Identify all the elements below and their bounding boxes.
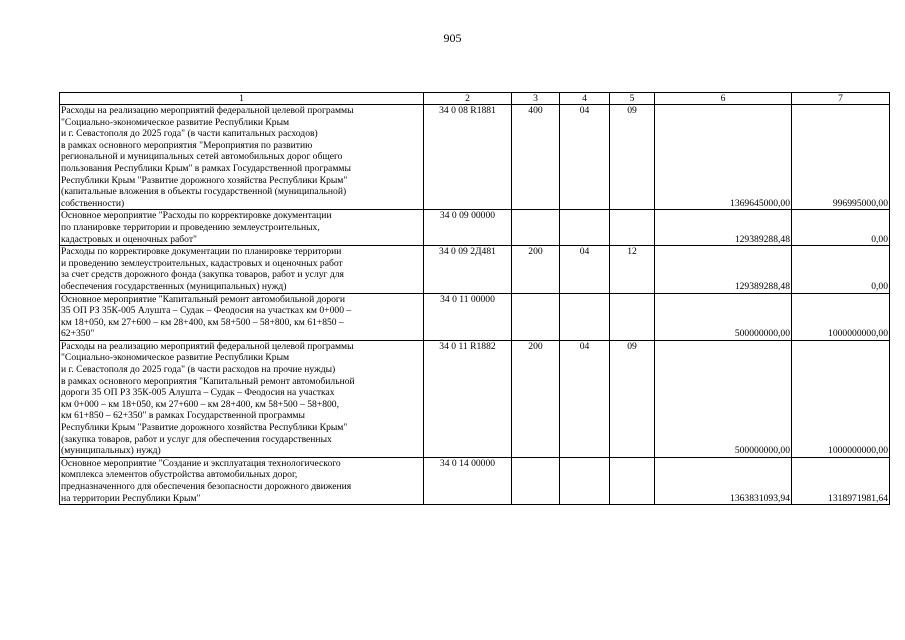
row-subsection xyxy=(610,293,655,340)
row-type: 400 xyxy=(512,105,560,210)
row-code: 34 0 11 R1882 xyxy=(424,340,512,457)
row-code: 34 0 09 00000 xyxy=(424,210,512,246)
column-header: 7 xyxy=(792,93,890,105)
row-section xyxy=(560,457,610,504)
header-row xyxy=(60,93,890,105)
row-amount-6: 1369645000,00 xyxy=(655,105,792,210)
row-subsection xyxy=(610,457,655,504)
row-amount-6: 500000000,00 xyxy=(655,293,792,340)
table-row xyxy=(60,457,890,504)
table-row xyxy=(60,210,890,246)
table-row xyxy=(60,246,890,293)
row-amount-6: 1363831093,94 xyxy=(655,457,792,504)
column-header: 4 xyxy=(560,93,610,105)
row-code: 34 0 11 00000 xyxy=(424,293,512,340)
row-code: 34 0 14 00000 xyxy=(424,457,512,504)
row-type xyxy=(512,210,560,246)
row-type xyxy=(512,293,560,340)
row-section: 04 xyxy=(560,246,610,293)
row-subsection: 09 xyxy=(610,340,655,457)
row-type: 200 xyxy=(512,246,560,293)
budget-table xyxy=(59,92,890,505)
row-amount-7: 1000000000,00 xyxy=(792,340,890,457)
row-code: 34 0 09 2Д481 xyxy=(424,246,512,293)
column-header: 5 xyxy=(610,93,655,105)
row-description: Расходы на реализацию мероприятий федеральной целевой программы "Социально-экономическое развитие Республики Крым и г. Севастополя до 2025 года" (в части капитальных расходов) в рамках основного мероприятия "Мероприятия по развитию региональной и муниципальных сетей автомобильных дорог общего пользования Республики Крым" в рамках Государственной программы Республики Крым "Развитие дорожного хозяйства Республики Крым" (капитальные вложения в объекты государственной (муниципальной) собственности) xyxy=(60,105,424,210)
table-row xyxy=(60,293,890,340)
row-amount-7: 0,00 xyxy=(792,210,890,246)
column-header: 2 xyxy=(424,93,512,105)
row-description: Основное мероприятие "Создание и эксплуатация технологического комплекса элементов обустройства автомобильных дорог, предназначенного для обеспечения безопасности дорожного движения на территории Республики Крым" xyxy=(60,457,424,504)
row-amount-7: 1000000000,00 xyxy=(792,293,890,340)
row-amount-7: 1318971981,64 xyxy=(792,457,890,504)
table-row xyxy=(60,105,890,210)
row-subsection: 09 xyxy=(610,105,655,210)
column-header: 6 xyxy=(655,93,792,105)
row-section: 04 xyxy=(560,340,610,457)
column-header: 1 xyxy=(60,93,424,105)
row-description: Расходы на реализацию мероприятий федеральной целевой программы "Социально-экономическое развитие Республики Крым и г. Севастополя до 2025 года" (в части расходов на прочие нужды) в рамках основного мероприятия "Капитальный ремонт автомобильной дороги 35 ОП РЗ 35К-005 Алушта – Судак – Феодосия на участках км 0+000 – км 18+050, км 27+600 – км 28+400, км 58+500 – 58+800, км 61+850 – 62+350" в рамках Государственной программы Республики Крым "Развитие дорожного хозяйства Республики Крым" (закупка товаров, работ и услуг для обеспечения государственных (муниципальных) нужд) xyxy=(60,340,424,457)
row-amount-6: 500000000,00 xyxy=(655,340,792,457)
row-description: Расходы по корректировке документации по планировке территории и проведению землеустроительных, кадастровых и оценочных работ за счет средств дорожного фонда (закупка товаров, работ и услуг для обеспечения государственных (муниципальных) нужд) xyxy=(60,246,424,293)
table-row xyxy=(60,340,890,457)
row-section xyxy=(560,293,610,340)
row-type xyxy=(512,457,560,504)
row-amount-7: 0,00 xyxy=(792,246,890,293)
row-amount-7: 996995000,00 xyxy=(792,105,890,210)
row-section xyxy=(560,210,610,246)
page-number: 905 xyxy=(443,31,462,45)
row-amount-6: 129389288,48 xyxy=(655,246,792,293)
row-description: Основное мероприятие "Расходы по корректировке документации по планировке территории и проведению землеустроительных, кадастровых и оценочных работ" xyxy=(60,210,424,246)
row-section: 04 xyxy=(560,105,610,210)
row-subsection: 12 xyxy=(610,246,655,293)
row-subsection xyxy=(610,210,655,246)
row-type: 200 xyxy=(512,340,560,457)
column-header: 3 xyxy=(512,93,560,105)
row-description: Основное мероприятие "Капитальный ремонт автомобильной дороги 35 ОП РЗ 35К-005 Алушта – Судак – Феодосия на участках км 0+000 – км 18+050, км 27+600 – км 28+400, км 58+500 – 58+800, км 61+850 – 62+350" xyxy=(60,293,424,340)
row-code: 34 0 08 R1881 xyxy=(424,105,512,210)
row-amount-6: 129389288,48 xyxy=(655,210,792,246)
